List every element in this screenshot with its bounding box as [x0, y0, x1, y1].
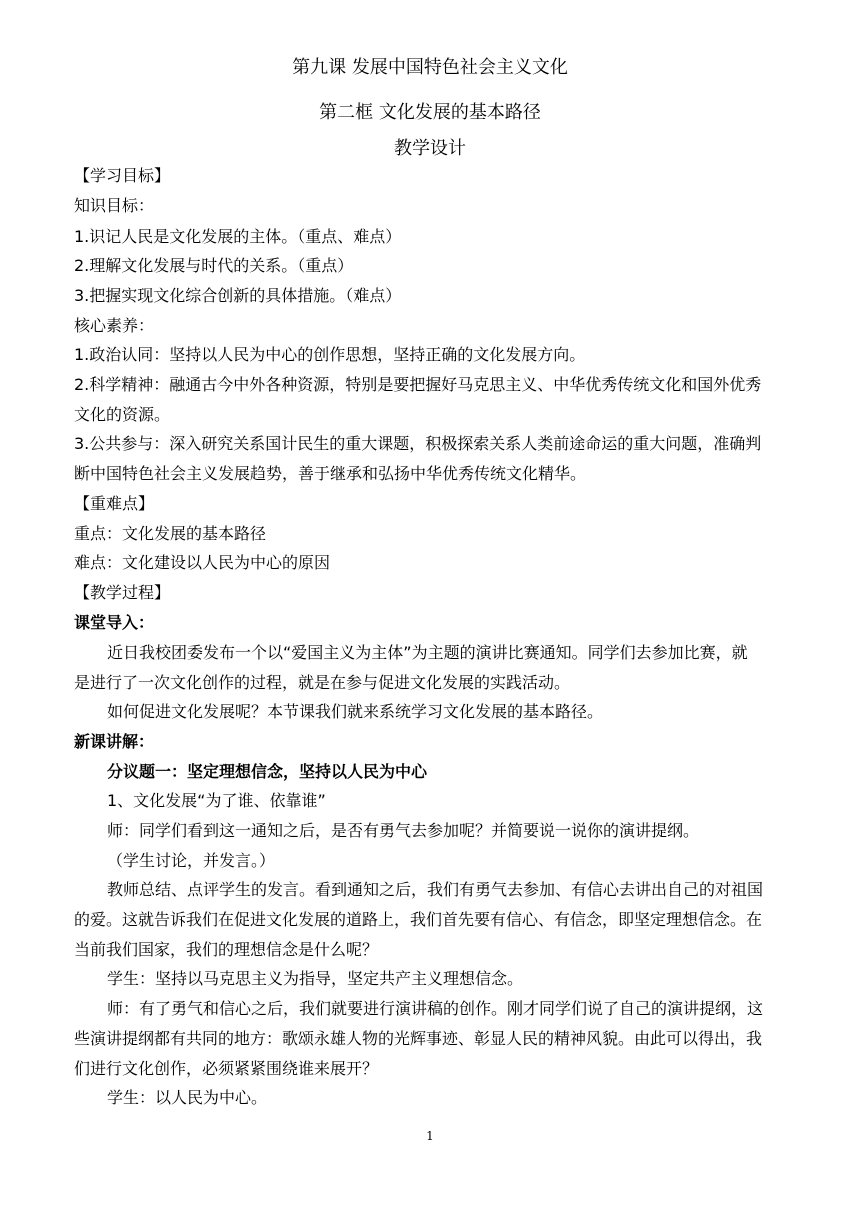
- teacher-summary: 教师总结、点评学生的发言。看到通知之后，我们有勇气去参加、有信心去讲出自己的对祖国: [107, 880, 764, 899]
- topic-heading: 分议题一：坚定理想信念，坚持以人民为中心: [107, 762, 428, 781]
- student-answer: 学生：以人民为中心。: [107, 1088, 268, 1107]
- core-item: 3.公共参与：深入研究关系国计民生的重大课题，积极探索关系人类前途命运的重大问题，准确判: [74, 434, 762, 453]
- core-label: 核心素养：: [74, 316, 155, 335]
- knowledge-item: 3.把握实现文化综合创新的具体措施。（难点）: [74, 286, 402, 305]
- core-item: 2.科学精神：融通古今中外各种资源，特别是要把握好马克思主义、中华优秀传统文化和国外优秀: [74, 375, 762, 394]
- subtopic-heading: 1、文化发展“为了谁、依靠谁”: [107, 791, 326, 810]
- teacher-question: 师：同学们看到这一通知之后，是否有勇气去参加呢？并简要说一说你的演讲提纲。: [107, 821, 700, 840]
- core-item: 1.政治认同：坚持以人民为中心的创作思想，坚持正确的文化发展方向。: [74, 345, 586, 364]
- lesson-title: 第九课 发展中国特色社会主义文化: [292, 57, 568, 78]
- knowledge-item: 1.识记人民是文化发展的主体。（重点、难点）: [74, 227, 402, 246]
- teacher-summary-continued: 的爱。这就告诉我们在促进文化发展的道路上，我们首先要有信心、有信念，即坚定理想信念。在: [74, 910, 763, 929]
- core-item-continued: 断中国特色社会主义发展趋势，善于继承和弘扬中华优秀传统文化精华。: [74, 464, 587, 483]
- knowledge-label: 知识目标：: [74, 196, 155, 215]
- knowledge-item: 2.理解文化发展与时代的关系。（重点）: [74, 256, 354, 275]
- teacher-question: 师：有了勇气和信心之后，我们就要进行演讲稿的创作。刚才同学们说了自己的演讲提纲，这: [107, 999, 764, 1018]
- new-lesson-label: 新课讲解：: [74, 732, 155, 751]
- teacher-summary-continued: 当前我们国家，我们的理想信念是什么呢？: [74, 940, 379, 959]
- section-title: 第二框 文化发展的基本路径: [319, 102, 541, 123]
- student-activity: （学生讨论，并发言。）: [107, 851, 276, 870]
- difficulty-point: 难点：文化建设以人民为中心的原因: [74, 553, 331, 572]
- teacher-question-continued: 些演讲提纲都有共同的地方：歌颂永雄人物的光辉事迹、彰显人民的精神风貌。由此可以得出，我: [74, 1029, 763, 1048]
- intro-paragraph: 近日我校团委发布一个以“爱国主义为主体”为主题的演讲比赛通知。同学们去参加比赛，就: [107, 643, 748, 662]
- intro-label: 课堂导入：: [74, 613, 155, 632]
- design-title: 教学设计: [394, 138, 466, 159]
- core-item-continued: 文化的资源。: [74, 405, 171, 424]
- objectives-heading: 【学习目标】: [74, 166, 171, 185]
- student-answer: 学生：坚持以马克思主义为指导，坚定共产主义理想信念。: [107, 969, 524, 988]
- page-number: 1: [426, 1129, 434, 1143]
- teacher-question-continued: 们进行文化创作，必须紧紧围绕谁来展开？: [74, 1059, 379, 1078]
- process-heading: 【教学过程】: [74, 583, 171, 602]
- key-points-heading: 【重难点】: [74, 494, 155, 513]
- focus-point: 重点：文化发展的基本路径: [74, 524, 267, 543]
- intro-paragraph-continued: 是进行了一次文化创作的过程，就是在参与促进文化发展的实践活动。: [74, 673, 571, 692]
- intro-paragraph: 如何促进文化发展呢？本节课我们就来系统学习文化发展的基本路径。: [107, 702, 604, 721]
